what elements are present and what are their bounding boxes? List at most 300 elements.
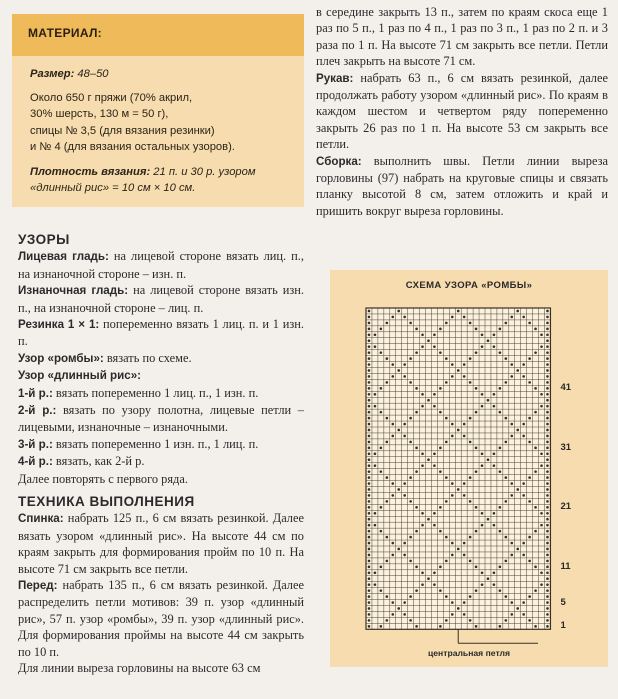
stitch-dot [475, 506, 478, 509]
stitch-dot [516, 548, 519, 551]
stitch-dot [505, 619, 508, 622]
stitch-dot [433, 524, 436, 527]
sleeve-paragraph: Рукав: набрать 63 п., 6 см вязать резинкой, далее продолжать работу узором «длинный рис». По краям в каждом шестом и четвертом ряду попеременно закрыть 26 раз по 1 п. На высоте 53 см закрыть все петли. [316, 70, 608, 152]
stitch-dot [463, 316, 466, 319]
stitch-dot [368, 482, 371, 485]
stitch-dot [368, 333, 371, 336]
stitch-dot [391, 316, 394, 319]
stitch-dot [433, 571, 436, 574]
stitch-dot [403, 601, 406, 604]
stitch-dot [427, 518, 430, 521]
stitch-dot [522, 482, 525, 485]
stitch-dot [528, 560, 531, 563]
stitch-dot [540, 405, 543, 408]
stitch-dot [415, 351, 418, 354]
stitch-dot [391, 554, 394, 557]
stitch-dot [397, 488, 400, 491]
stitch-dot [386, 536, 389, 539]
stitch-dot [528, 357, 531, 360]
stitch-dot [546, 548, 549, 551]
stitch-dot [380, 625, 383, 628]
row-label-11: 11 [560, 560, 571, 572]
stitch-dot [386, 441, 389, 444]
stitch-dot [546, 328, 549, 331]
stitch-dot [546, 351, 549, 354]
stitch-dot [368, 452, 371, 455]
stitch-dot [534, 506, 537, 509]
stitch-dot [505, 500, 508, 503]
stitch-dot [487, 577, 490, 580]
stitch-dot [475, 566, 478, 569]
stitch-dot [415, 625, 418, 628]
stitch-dot [374, 583, 377, 586]
stitch-dot [374, 512, 377, 515]
stitch-dot [368, 589, 371, 592]
stitch-dot [368, 435, 371, 438]
stitch-dot [546, 613, 549, 616]
patterns-heading: УЗОРЫ [18, 232, 70, 247]
stitch-dot [368, 583, 371, 586]
stitch-dot [409, 322, 412, 325]
stitch-dot [374, 345, 377, 348]
stitch-dot [493, 524, 496, 527]
stitch-dot [403, 494, 406, 497]
stitch-dot [481, 393, 484, 396]
stitch-dot [433, 512, 436, 515]
stitch-dot [528, 595, 531, 598]
stitch-dot [368, 411, 371, 414]
stitch-dot [522, 316, 525, 319]
stitch-dot [368, 441, 371, 444]
pattern-item: 2-й р.: вязать по узору полотна, лицевые петли – лицевыми, изнаночные – изнаночными. [18, 403, 304, 435]
stitch-dot [546, 542, 549, 545]
stitch-dot [445, 500, 448, 503]
density-label: Плотность вязания: [30, 166, 151, 179]
stitch-dot [493, 583, 496, 586]
stitch-dot [451, 554, 454, 557]
stitch-dot [463, 363, 466, 366]
stitch-dot [505, 536, 508, 539]
stitch-dot [522, 423, 525, 426]
stitch-dot [546, 363, 549, 366]
size-label: Размер: [30, 68, 75, 80]
stitch-dot [469, 500, 472, 503]
stitch-dot [487, 339, 490, 342]
stitch-dot [469, 381, 472, 384]
pattern-item: 1-й р.: вязать попеременно 1 лиц. п., 1 изн. п. [18, 385, 259, 400]
pattern-item: Изнаночная гладь: на лицевой стороне вязать изн. п., на изнаночной стороне – лиц. п. [18, 283, 304, 315]
stitch-dot [427, 399, 430, 402]
stitch-dot [528, 500, 531, 503]
stitch-dot [463, 601, 466, 604]
stitch-dot [546, 494, 549, 497]
stitch-dot [415, 387, 418, 390]
stitch-dot [540, 464, 543, 467]
stitch-dot [386, 560, 389, 563]
stitch-dot [386, 500, 389, 503]
stitch-dot [481, 524, 484, 527]
yarn-line-1: Около 650 г пряжи (70% акрил, [30, 92, 193, 105]
stitch-dot [403, 435, 406, 438]
stitch-dot [403, 375, 406, 378]
stitch-dot [540, 345, 543, 348]
stitch-dot [546, 500, 549, 503]
stitch-dot [546, 607, 549, 610]
stitch-dot [415, 470, 418, 473]
stitch-dot [386, 322, 389, 325]
stitch-dot [540, 452, 543, 455]
stitch-dot [546, 488, 549, 491]
stitch-dot [546, 625, 549, 628]
size-line [30, 66, 298, 82]
stitch-dot [463, 482, 466, 485]
size-value: 48–50 [74, 68, 109, 80]
stitch-dot [451, 494, 454, 497]
stitch-dot [403, 363, 406, 366]
stitch-dot [380, 470, 383, 473]
yarn-line-2: 30% шерсть, 130 м = 50 г), [30, 108, 169, 121]
stitch-dot [415, 411, 418, 414]
stitch-dot [451, 363, 454, 366]
stitch-dot [368, 464, 371, 467]
stitch-dot [516, 310, 519, 313]
stitch-dot [546, 554, 549, 557]
stitch-dot [391, 482, 394, 485]
density-line-2: «длинный рис» = 10 см × 10 см. [30, 182, 196, 195]
stitch-dot [510, 316, 513, 319]
stitch-dot [403, 316, 406, 319]
stitch-dot [505, 560, 508, 563]
stitch-dot [457, 310, 460, 313]
stitch-dot [368, 625, 371, 628]
stitch-dot [475, 470, 478, 473]
stitch-dot [397, 310, 400, 313]
stitch-dot [516, 488, 519, 491]
stitch-dot [528, 536, 531, 539]
rhombus-chart [330, 270, 608, 667]
stitch-dot [433, 405, 436, 408]
stitch-dot [386, 381, 389, 384]
stitch-dot [439, 351, 442, 354]
stitch-dot [433, 333, 436, 336]
stitch-dot [380, 530, 383, 533]
stitch-dot [368, 322, 371, 325]
stitch-dot [368, 500, 371, 503]
stitch-dot [540, 583, 543, 586]
stitch-dot [403, 613, 406, 616]
stitch-dot [403, 482, 406, 485]
stitch-dot [534, 387, 537, 390]
stitch-dot [380, 506, 383, 509]
stitch-dot [457, 607, 460, 610]
stitch-dot [510, 435, 513, 438]
stitch-dot [499, 411, 502, 414]
stitch-dot [487, 458, 490, 461]
pattern-item: Резинка 1 × 1: попеременно вязать 1 лиц. п. и 1 изн. п. [18, 317, 304, 349]
material-body [30, 66, 298, 196]
stitch-dot [409, 357, 412, 360]
stitch-dot [499, 470, 502, 473]
pattern-item: Далее повторять с первого ряда. [18, 471, 188, 486]
stitch-dot [469, 357, 472, 360]
stitch-dot [415, 530, 418, 533]
stitch-dot [374, 393, 377, 396]
stitch-dot [463, 542, 466, 545]
stitch-dot [403, 554, 406, 557]
stitch-dot [546, 482, 549, 485]
stitch-dot [475, 625, 478, 628]
stitch-dot [510, 363, 513, 366]
stitch-dot [469, 560, 472, 563]
stitch-dot [546, 411, 549, 414]
stitch-dot [546, 310, 549, 313]
stitch-dot [546, 387, 549, 390]
stitch-dot [391, 423, 394, 426]
stitch-dot [546, 601, 549, 604]
stitch-dot [493, 405, 496, 408]
back-paragraph: Спинка: набрать 125 п., 6 см вязать резинкой. Далее вязать узором «длинный рис». На высоте 44 см по краям закрыть для формирования пройм по 10 п. На высоте 71 см закрыть все петли. [18, 511, 304, 576]
pattern-item: Узор «длинный рис»: [18, 369, 142, 383]
stitch-dot [546, 571, 549, 574]
stitch-dot [374, 464, 377, 467]
stitch-dot [374, 571, 377, 574]
stitch-dot [499, 506, 502, 509]
stitch-dot [546, 458, 549, 461]
stitch-dot [439, 470, 442, 473]
stitch-dot [391, 363, 394, 366]
stitch-dot [463, 554, 466, 557]
stitch-dot [499, 447, 502, 450]
stitch-dot [409, 595, 412, 598]
stitch-dot [421, 512, 424, 515]
stitch-dot [505, 417, 508, 420]
stitch-dot [540, 524, 543, 527]
stitch-dot [368, 548, 371, 551]
stitch-dot [546, 589, 549, 592]
stitch-dot [505, 595, 508, 598]
stitch-dot [421, 464, 424, 467]
stitch-dot [439, 566, 442, 569]
stitch-dot [368, 417, 371, 420]
stitch-dot [391, 375, 394, 378]
stitch-dot [481, 512, 484, 515]
stitch-dot [528, 441, 531, 444]
stitch-dot [534, 625, 537, 628]
stitch-dot [368, 524, 371, 527]
stitch-dot [368, 488, 371, 491]
stitch-dot [421, 333, 424, 336]
stitch-dot [451, 375, 454, 378]
stitch-dot [368, 387, 371, 390]
stitch-dot [368, 423, 371, 426]
stitch-dot [427, 458, 430, 461]
stitch-dot [546, 470, 549, 473]
yarn-line-4: и № 4 (для вязания остальных узоров). [30, 140, 235, 153]
stitch-dot [403, 542, 406, 545]
stitch-dot [368, 619, 371, 622]
stitch-dot [546, 441, 549, 444]
neck-paragraph: Для линии выреза горловины на высоте 63 см [18, 661, 261, 676]
stitch-dot [368, 607, 371, 610]
stitch-dot [368, 595, 371, 598]
stitch-dot [546, 619, 549, 622]
stitch-dot [445, 322, 448, 325]
stitch-dot [540, 571, 543, 574]
stitch-dot [439, 387, 442, 390]
stitch-dot [493, 571, 496, 574]
row-label-41: 41 [560, 382, 572, 394]
stitch-dot [475, 530, 478, 533]
neck-continuation: в середине закрыть 13 п., затем по краям скоса еще 1 раз по 5 п., 1 раз по 4 п., 1 раз по 3 п., 1 раз по 2 п. и 3 раза по 1 п. На высоте 71 см закрыть все петли. Петли плеч закрыть на высоте 71 см. [316, 5, 608, 69]
stitch-dot [409, 417, 412, 420]
stitch-dot [510, 554, 513, 557]
stitch-dot [534, 328, 537, 331]
stitch-dot [463, 494, 466, 497]
stitch-dot [546, 429, 549, 432]
stitch-dot [546, 393, 549, 396]
stitch-dot [487, 518, 490, 521]
stitch-dot [499, 530, 502, 533]
stitch-dot [409, 381, 412, 384]
chart-title: СХЕМА УЗОРА «РОМБЫ» [405, 280, 533, 291]
stitch-dot [534, 530, 537, 533]
stitch-dot [368, 357, 371, 360]
stitch-dot [368, 316, 371, 319]
stitch-dot [445, 381, 448, 384]
stitch-dot [463, 613, 466, 616]
stitch-dot [433, 345, 436, 348]
stitch-dot [546, 476, 549, 479]
stitch-dot [368, 363, 371, 366]
stitch-dot [451, 482, 454, 485]
material-title: МАТЕРИАЛ: [28, 26, 102, 40]
stitch-dot [505, 381, 508, 384]
stitch-dot [374, 405, 377, 408]
stitch-dot [493, 464, 496, 467]
stitch-dot [546, 339, 549, 342]
stitch-dot [522, 554, 525, 557]
stitch-dot [475, 328, 478, 331]
stitch-dot [368, 310, 371, 313]
technique-section [18, 494, 304, 676]
stitch-dot [368, 518, 371, 521]
stitch-dot [475, 387, 478, 390]
stitch-dot [368, 458, 371, 461]
stitch-dot [439, 411, 442, 414]
stitch-dot [380, 589, 383, 592]
stitch-dot [475, 411, 478, 414]
stitch-dot [368, 494, 371, 497]
stitch-dot [445, 619, 448, 622]
stitch-dot [409, 536, 412, 539]
stitch-dot [368, 512, 371, 515]
stitch-dot [439, 506, 442, 509]
stitch-dot [421, 345, 424, 348]
stitch-dot [433, 393, 436, 396]
row-label-31: 31 [560, 441, 572, 453]
stitch-dot [368, 577, 371, 580]
right-column-text [316, 4, 608, 219]
stitch-dot [368, 375, 371, 378]
stitch-dot [522, 494, 525, 497]
stitch-dot [510, 375, 513, 378]
stitch-dot [368, 369, 371, 372]
stitch-dot [368, 554, 371, 557]
stitch-dot [546, 512, 549, 515]
stitch-dot [469, 441, 472, 444]
stitch-dot [457, 429, 460, 432]
stitch-dot [493, 333, 496, 336]
stitch-dot [522, 435, 525, 438]
stitch-dot [368, 560, 371, 563]
stitch-dot [534, 566, 537, 569]
stitch-dot [522, 601, 525, 604]
stitch-dot [409, 476, 412, 479]
stitch-dot [522, 375, 525, 378]
stitch-dot [409, 500, 412, 503]
row-label-1: 1 [560, 620, 566, 632]
stitch-dot [368, 405, 371, 408]
stitch-dot [499, 589, 502, 592]
stitch-dot [451, 613, 454, 616]
stitch-dot [475, 447, 478, 450]
stitch-dot [499, 387, 502, 390]
stitch-dot [499, 328, 502, 331]
density-line [30, 164, 298, 180]
stitch-dot [469, 595, 472, 598]
pattern-item: Узор «ромбы»: вязать по схеме. [18, 350, 192, 365]
stitch-dot [386, 417, 389, 420]
stitch-dot [391, 613, 394, 616]
stitch-dot [463, 375, 466, 378]
stitch-dot [397, 607, 400, 610]
stitch-dot [469, 322, 472, 325]
stitch-dot [546, 417, 549, 420]
stitch-dot [481, 583, 484, 586]
stitch-dot [546, 595, 549, 598]
stitch-dot [499, 351, 502, 354]
stitch-dot [368, 328, 371, 331]
stitch-dot [540, 393, 543, 396]
stitch-dot [469, 619, 472, 622]
stitch-dot [528, 322, 531, 325]
pattern-item: Лицевая гладь: на лицевой стороне вязать лиц. п., на изнаночной стороне – изн. п. [18, 249, 304, 281]
stitch-dot [493, 345, 496, 348]
stitch-dot [445, 357, 448, 360]
stitch-dot [487, 399, 490, 402]
front-paragraph: Перед: набрать 135 п., 6 см вязать резинкой. Далее распределить петли мотивов: 39 п. узор «длинный рис», 57 п. узор «ромбы», 39 п. узор «длинный рис». Для формирования проймы на высоте 44 см закрыть по 10 п. [18, 578, 304, 659]
stitch-dot [499, 625, 502, 628]
stitch-dot [415, 506, 418, 509]
stitch-dot [546, 333, 549, 336]
stitch-dot [510, 494, 513, 497]
stitch-dot [516, 429, 519, 432]
stitch-dot [516, 369, 519, 372]
stitch-dot [397, 548, 400, 551]
stitch-dot [409, 441, 412, 444]
stitch-dot [451, 435, 454, 438]
stitch-dot [439, 625, 442, 628]
stitch-dot [397, 429, 400, 432]
stitch-dot [368, 345, 371, 348]
stitch-dot [368, 536, 371, 539]
stitch-dot [439, 589, 442, 592]
stitch-dot [546, 560, 549, 563]
pattern-item: 4-й р.: вязать, как 2-й р. [18, 454, 145, 469]
stitch-dot [445, 417, 448, 420]
stitch-dot [421, 571, 424, 574]
stitch-dot [493, 452, 496, 455]
